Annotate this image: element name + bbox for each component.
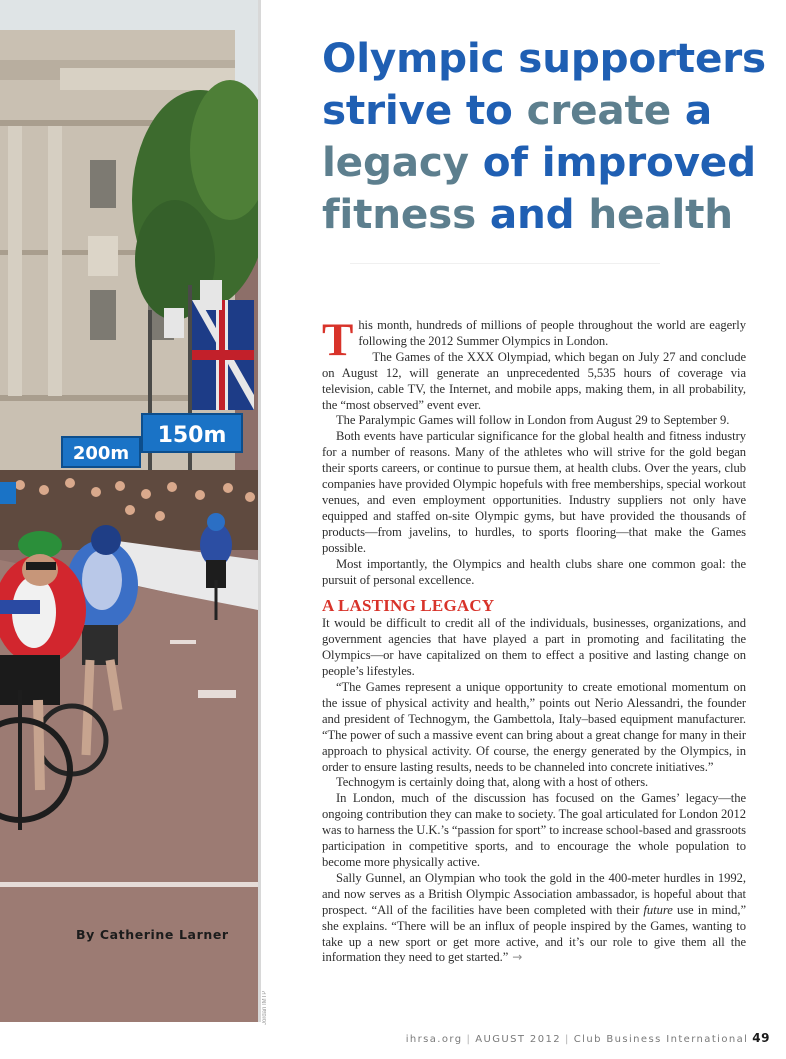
drop-cap: T [322,314,354,366]
footer-separator: | [564,1034,570,1045]
paragraph-7: “The Games represent a unique opportunity to create emotional momentum on the issue of physical activity and health,” points out Nerio Alessandri, the founder and president of Technogym, the Gambettola, Italy–based equipment manufacturer. “The power of such a massive event can bring about a great change for many in their approach to physical activity. Of course, the energy generated by the Olympics, in order to ensure lasting results, needs to be channeled into concrete initiatives.” [322,680,746,774]
paragraph-10-part-a: Sally Gunnel, an Olympian who took the gold in the 400-meter hurdles in 1992, and now serves as a British Olympic Association ambassador, is hopeful about that prospect. “All of the facilities have been completed with their [322,870,746,917]
headline-line-2c: a [670,86,713,134]
photo-credit: Jordan IMTP [262,990,268,1025]
paragraph-10-emphasis: future [643,902,673,917]
continue-arrow-icon: → [512,950,523,965]
footer-site: ihrsa.org [405,1034,463,1045]
paragraph-5: Most importantly, the Olympics and health clubs share one common goal: the pursuit of personal excellence. [322,556,746,587]
page-footer [406,1031,770,1045]
paragraph-6: It would be difficult to credit all of the individuals, businesses, organizations, and government agencies that have played a part in promoting and facilitating the Olympics—or have capitalized on them to effect a positive and lasting change on people’s lifestyles. [322,616,746,679]
headline-line-4c: health [574,190,733,238]
footer-publication: Club Business International [573,1034,749,1045]
headline-line-2b: create [526,86,671,134]
headline-line-2 [322,84,762,136]
article-body [322,314,746,966]
headline-rule [350,263,660,264]
byline: By Catherine Larner [76,927,229,942]
headline-line-4 [322,188,762,240]
headline-line-3b: of improved [482,138,756,186]
paragraph-1 [322,314,746,366]
paragraph-3: The Paralympic Games will follow in London from August 29 to September 9. [336,413,730,428]
paragraph-4: Both events have particular significance for the global health and fitness industry for a number of reasons. Many of the athletes who will strive for the gold began their sports careers, or continue to pursue them, at health clubs. Over the years, club companies have provided Olympic hopefuls with free memberships, special workout venues, and even employment opportunities. Industry suppliers not only have equipped and staffed on-site Olympic gyms, but have provided the thousands of products—from javelins, to hurdles, to sports flooring—that make the Games possible. [322,429,746,555]
photo-divider [258,0,261,1022]
section-heading: A LASTING LEGACY [322,596,495,616]
sign-200m-text: 200m [72,443,130,464]
headline-line-4a: fitness [322,190,490,238]
headline-line-3 [322,136,762,188]
paragraph-10 [322,871,746,966]
footer-separator: | [466,1034,472,1045]
footer-issue: AUGUST 2012 [475,1034,561,1045]
cover-photo [0,0,258,1022]
headline-line-2a: strive to [322,86,527,134]
cyclists-race-photo [0,0,258,1022]
headline-line-4b: and [489,190,575,238]
paragraph-10-part-b: use in mind,” she explains. “There will be an influx of people inspired by the Games, wanting to take up a new sport or get more active, and it’s our role to give them all the information they need to get started.” [322,902,746,965]
headline-line-3a: legacy [322,138,483,186]
paragraph-9: In London, much of the discussion has focused on the Games’ legacy—the ongoing contribution they can make to society. The goal articulated for London 2012 was to harness the U.K.’s “passion for sport” to increase school-based and grassroots participation in competitive sports, and to encourage the whole population to become more physically active. [322,791,746,869]
sign-150m-text: 150m [157,423,227,448]
article-headline [322,32,766,240]
paragraph-8: Technogym is certainly doing that, along with a host of others. [336,775,649,790]
paragraph-2: The Games of the XXX Olympiad, which began on July 27 and conclude on August 12, will generate an unprecedented 5,535 hours of coverage via television, cable TV, the Internet, and mobile apps, making them, in all probability, the “most observed” event ever. [322,349,746,412]
headline-line-1: Olympic supporters [322,34,766,82]
paragraph-1-text: his month, hundreds of millions of people throughout the world are eagerly following the 2012 Summer Olympics in London. [358,318,746,348]
page-number: 49 [752,1031,770,1045]
